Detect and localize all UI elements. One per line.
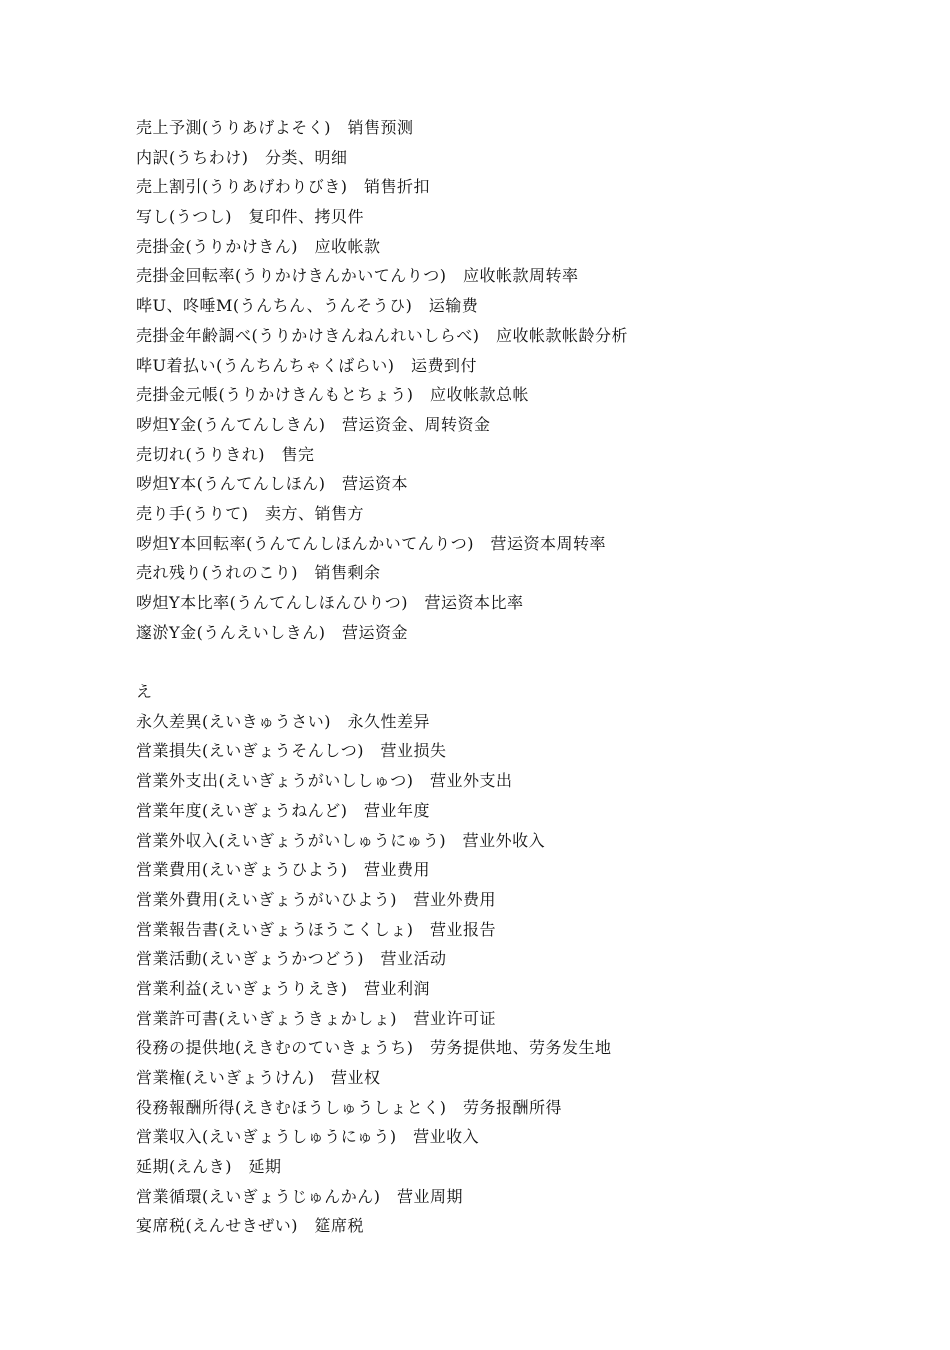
entry-line: 宴席税(えんせきぜい) 筵席税 — [136, 1216, 364, 1236]
entry-line: 写し(うつし) 复印件、拷贝件 — [136, 207, 364, 227]
entry-line: 売切れ(うりきれ) 售完 — [136, 444, 315, 464]
entry-line: 売れ残り(うれのこり) 销售剩余 — [136, 563, 381, 583]
entry-line: 営業年度(えいぎょうねんど) 营业年度 — [136, 800, 430, 820]
entry-line: 哕炟Y本(うんてんしほん) 营运资本 — [136, 474, 409, 494]
entry-line: 哕炟Y本比率(うんてんしほんひりつ) 营运资本比率 — [136, 593, 524, 612]
entry-line: 売掛金年齢調べ(うりかけきんねんれいしらべ) 应收帐款帐龄分析 — [136, 325, 628, 345]
entry-line: 売掛金回転率(うりかけきんかいてんりつ) 应收帐款周转率 — [136, 266, 579, 286]
entry-line: 営業外支出(えいぎょうがいししゅつ) 营业外支出 — [136, 771, 513, 791]
entry-line: 営業外収入(えいぎょうがいしゅうにゅう) 营业外收入 — [136, 830, 546, 850]
entry-line: 売上割引(うりあげわりびき) 销售折扣 — [136, 177, 430, 197]
section-spacer — [136, 647, 896, 677]
section-heading: え — [136, 682, 153, 702]
entry-line: 邃淤Y金(うんえいしきん) 营运资金 — [136, 622, 409, 642]
entry-line: 売掛金(うりかけきん) 应收帐款 — [136, 236, 381, 256]
document-page — [136, 113, 896, 1241]
entry-line: 永久差異(えいきゅうさい) 永久性差异 — [136, 711, 430, 731]
entry-line: 哕炟Y金(うんてんしきん) 营运资金、周转资金 — [136, 414, 491, 434]
entry-line: 営業収入(えいぎょうしゅうにゅう) 营业收入 — [136, 1127, 480, 1147]
entry-line: 営業許可書(えいぎょうきょかしょ) 营业许可证 — [136, 1008, 496, 1028]
entry-line: 哕炟Y本回転率(うんてんしほんかいてんりつ) 营运资本周转率 — [136, 533, 607, 553]
section-e — [136, 677, 896, 1241]
entry-line: 営業権(えいぎょうけん) 营业权 — [136, 1068, 381, 1087]
entry-line: 営業利益(えいぎょうりえき) 营业利润 — [136, 978, 430, 998]
entry-line: 売上予測(うりあげよそく) 销售预测 — [136, 118, 414, 137]
entry-line: 哔U、咚唾M(うんちん、うんそうひ) 运输费 — [136, 296, 479, 316]
entry-line: 営業報告書(えいぎょうほうこくしょ) 营业报告 — [136, 919, 496, 939]
section-u — [136, 113, 896, 647]
entry-line: 営業費用(えいぎょうひよう) 营业费用 — [136, 860, 430, 880]
entry-line: 役務報酬所得(えきむほうしゅうしょとく) 劳务报酬所得 — [136, 1097, 562, 1117]
entry-line: 内訳(うちわけ) 分类、明细 — [136, 147, 348, 167]
entry-line: 売掛金元帳(うりかけきんもとちょう) 应收帐款总帐 — [136, 385, 529, 405]
entry-line: 役務の提供地(えきむのていきょうち) 劳务提供地、劳务发生地 — [136, 1038, 612, 1058]
entry-line: 営業損失(えいぎょうそんしつ) 营业损失 — [136, 741, 447, 761]
entry-line: 哔U着払い(うんちんちゃくばらい) 运费到付 — [136, 355, 477, 375]
entry-line: 営業活動(えいぎょうかつどう) 营业活动 — [136, 949, 447, 969]
entry-line: 営業循環(えいぎょうじゅんかん) 营业周期 — [136, 1186, 463, 1206]
entry-line: 延期(えんき) 延期 — [136, 1157, 282, 1177]
entry-line: 営業外費用(えいぎょうがいひよう) 营业外费用 — [136, 889, 496, 909]
entry-line: 売り手(うりて) 卖方、销售方 — [136, 503, 364, 523]
